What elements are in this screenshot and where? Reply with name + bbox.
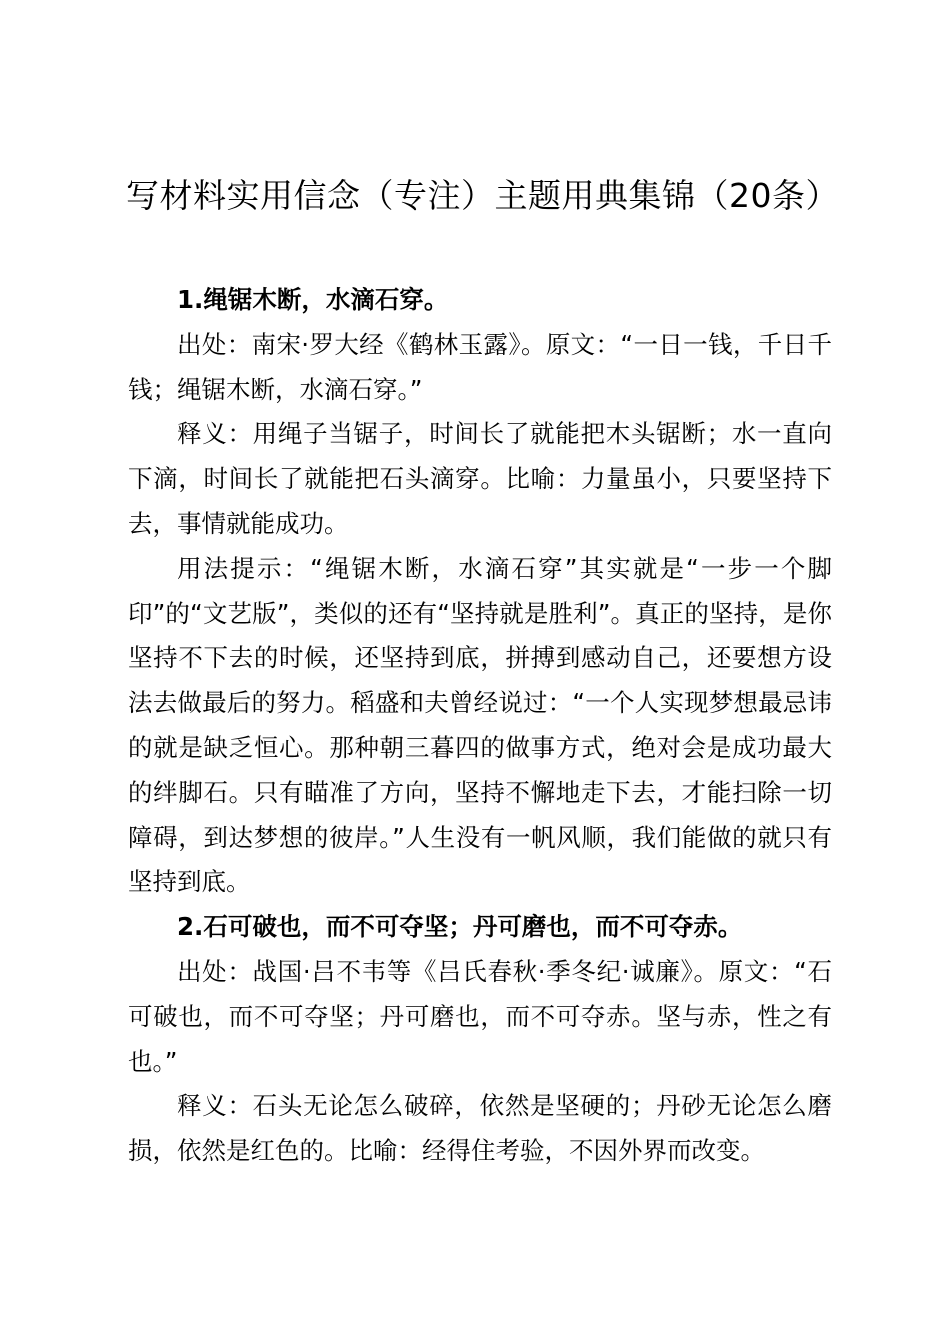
section-1 <box>128 278 832 905</box>
section-heading: 1.绳锯木断，水滴石穿。 <box>177 285 449 314</box>
section-meaning: 释义：石头无论怎么破碎，依然是坚硬的；丹砂无论怎么磨损，依然是红色的。比喻：经得住考验，不因外界而改变。 <box>128 1091 832 1166</box>
section-meaning: 释义：用绳子当锯子，时间长了就能把木头锯断；水一直向下滴，时间长了就能把石头滴穿。比喻：力量虽小，只要坚持下去，事情就能成功。 <box>128 419 832 538</box>
section-usage: 用法提示：“绳锯木断，水滴石穿”其实就是“一步一个脚印”的“文艺版”，类似的还有“坚持就是胜利”。真正的坚持，是你坚持不下去的时候，还坚持到底，拼搏到感动自己，还要想方设法去做最后的努力。稻盛和夫曾经说过：“一个人实现梦想最忌讳的就是缺乏恒心。那种朝三暮四的做事方式，绝对会是成功最大的绊脚石。只有瞄准了方向，坚持不懈地走下去，才能扫除一切障碍，到达梦想的彼岸。”人生没有一帆风顺，我们能做的就只有坚持到底。 <box>128 553 832 897</box>
document-title: 写材料实用信念（专注）主题用典集锦（20条） <box>126 176 839 215</box>
section-2 <box>128 905 832 1174</box>
section-source: 出处：战国·吕不韦等《吕氏春秋·季冬纪·诚廉》。原文：“石可破也，而不可夺坚；丹可磨也，而不可夺赤。坚与赤，性之有也。” <box>128 956 832 1076</box>
section-source: 出处：南宋·罗大经《鹤林玉露》。原文：“一日一钱，千日千钱；绳锯木断，水滴石穿。” <box>128 329 832 404</box>
section-heading: 2.石可破也，而不可夺坚；丹可磨也，而不可夺赤。 <box>177 912 743 942</box>
document-body <box>128 278 832 1174</box>
